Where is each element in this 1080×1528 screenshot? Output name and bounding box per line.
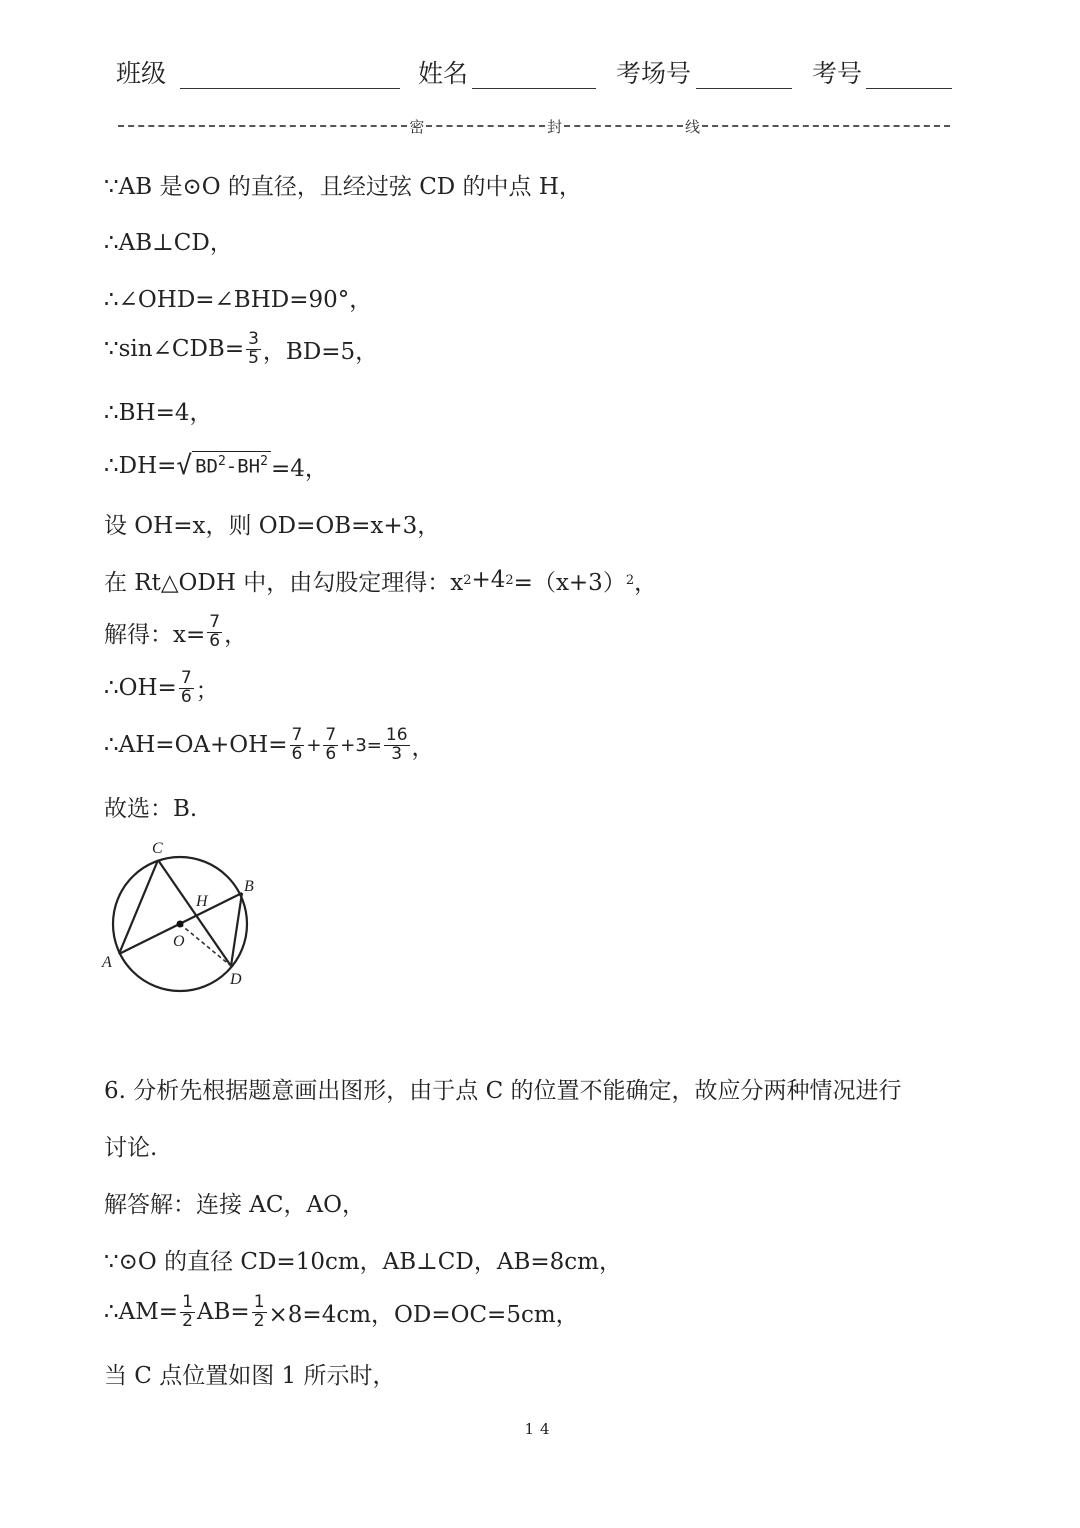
sol5-line-3: ∴∠OHD=∠BHD=90°， [104,286,373,313]
label-a: A [102,954,112,971]
term: -BH [225,455,261,478]
text: AB= [196,1299,250,1325]
seal-char-mi: 密 [409,117,425,136]
term: BD [195,455,218,478]
text: 在 Rt△ODH 中，由勾股定理得：x [104,569,464,596]
label-d: D [230,971,242,988]
numerator: 1 [182,1291,193,1312]
sol5-line-2: ∴AB⊥CD， [104,229,233,256]
seal-char-feng: 封 [547,117,563,136]
denominator: 2 [253,1310,265,1331]
room-label: 考场号 [616,59,692,88]
label-b: B [244,878,254,895]
room-blank [696,88,792,89]
sol6-line-1: 6. 分析先根据题意画出图形，由于点 C 的位置不能确定，故应分两种情况进行 [104,1077,902,1104]
text: =4， [270,455,328,482]
text: ，BD=5， [262,338,379,365]
sol6-line-6: 当 C 点位置如图 1 所示时， [104,1362,396,1389]
denominator: 6 [325,743,337,764]
exponent: 2 [463,572,472,588]
fraction [246,328,261,368]
page-number: 14 [524,1420,556,1438]
text: ； [195,677,219,704]
text: =（x+3） [513,569,626,596]
sol6-line-5 [104,1291,579,1331]
sol6-line-2: 讨论. [104,1134,158,1161]
class-label: 班级 [116,59,167,88]
text: +3= [340,734,382,756]
fraction [323,724,338,764]
fraction [290,724,305,764]
number-label: 考号 [812,59,863,88]
text: ， [411,734,435,761]
sol5-line-12: 故选：B. [104,795,198,822]
square-root [176,451,271,481]
radical-sign: √ [176,451,193,481]
numerator: 3 [248,328,259,349]
fraction [207,611,222,651]
numerator: 7 [291,724,303,745]
sol5-line-11 [104,724,435,764]
text: + [306,734,322,756]
exponent: 2 [260,454,268,469]
chord-cd [158,860,231,966]
numerator: 7 [180,667,192,688]
label-o: O [173,933,185,950]
text: ∴DH= [104,453,177,479]
sol5-line-7: 设 OH=x，则 OD=OB=x+3， [104,512,441,539]
fraction [384,724,410,764]
exam-header [0,54,1080,98]
segment-ac [119,860,158,954]
fraction [180,1291,195,1331]
seal-char-xian: 线 [685,117,701,136]
sol5-line-8 [104,562,657,598]
denominator: 3 [391,743,403,764]
sol5-line-10 [104,667,219,707]
denominator: 2 [182,1310,193,1331]
text: ∴AM= [104,1299,179,1325]
sol5-line-4 [104,328,379,368]
numerator: 16 [385,724,408,745]
sol6-line-3: 解答解：连接 AC，AO， [104,1191,365,1218]
text: ∴AH=OA+OH= [104,732,288,758]
sol5-line-1: ∵AB 是⊙O 的直径，且经过弦 CD 的中点 H， [104,173,582,200]
radicand [192,451,271,481]
denominator: 5 [248,347,259,368]
name-blank [472,88,596,89]
circle-figure [98,836,278,996]
numerator: 7 [209,611,221,632]
text: ， [224,621,248,648]
seal-line [116,116,952,136]
name-label: 姓名 [418,59,469,88]
denominator: 6 [180,686,192,707]
denominator: 6 [209,630,221,651]
label-h: H [196,893,208,910]
sol5-line-5: ∴BH=4， [104,399,213,426]
text: ∴OH= [104,675,177,701]
numerator: 1 [253,1291,265,1312]
exponent: 2 [625,572,635,588]
text: ×8=4cm，OD=OC=5cm， [268,1301,579,1328]
exponent: 2 [505,572,514,588]
label-c: C [152,840,163,857]
class-blank [180,88,400,89]
sol5-line-9 [104,611,248,651]
fraction [179,667,194,707]
text: ∵sin∠CDB= [104,336,245,362]
exponent: 2 [217,454,226,469]
sol6-line-4: ∵⊙O 的直径 CD=10cm，AB⊥CD，AB=8cm， [104,1248,622,1275]
fraction [252,1291,267,1331]
numerator: 7 [325,724,337,745]
sol5-line-6 [104,448,328,484]
text: ， [634,569,658,596]
center-dot [177,921,184,928]
text: +4 [471,567,506,593]
denominator: 6 [291,743,303,764]
number-blank [866,88,952,89]
text: 解得：x= [104,621,206,648]
